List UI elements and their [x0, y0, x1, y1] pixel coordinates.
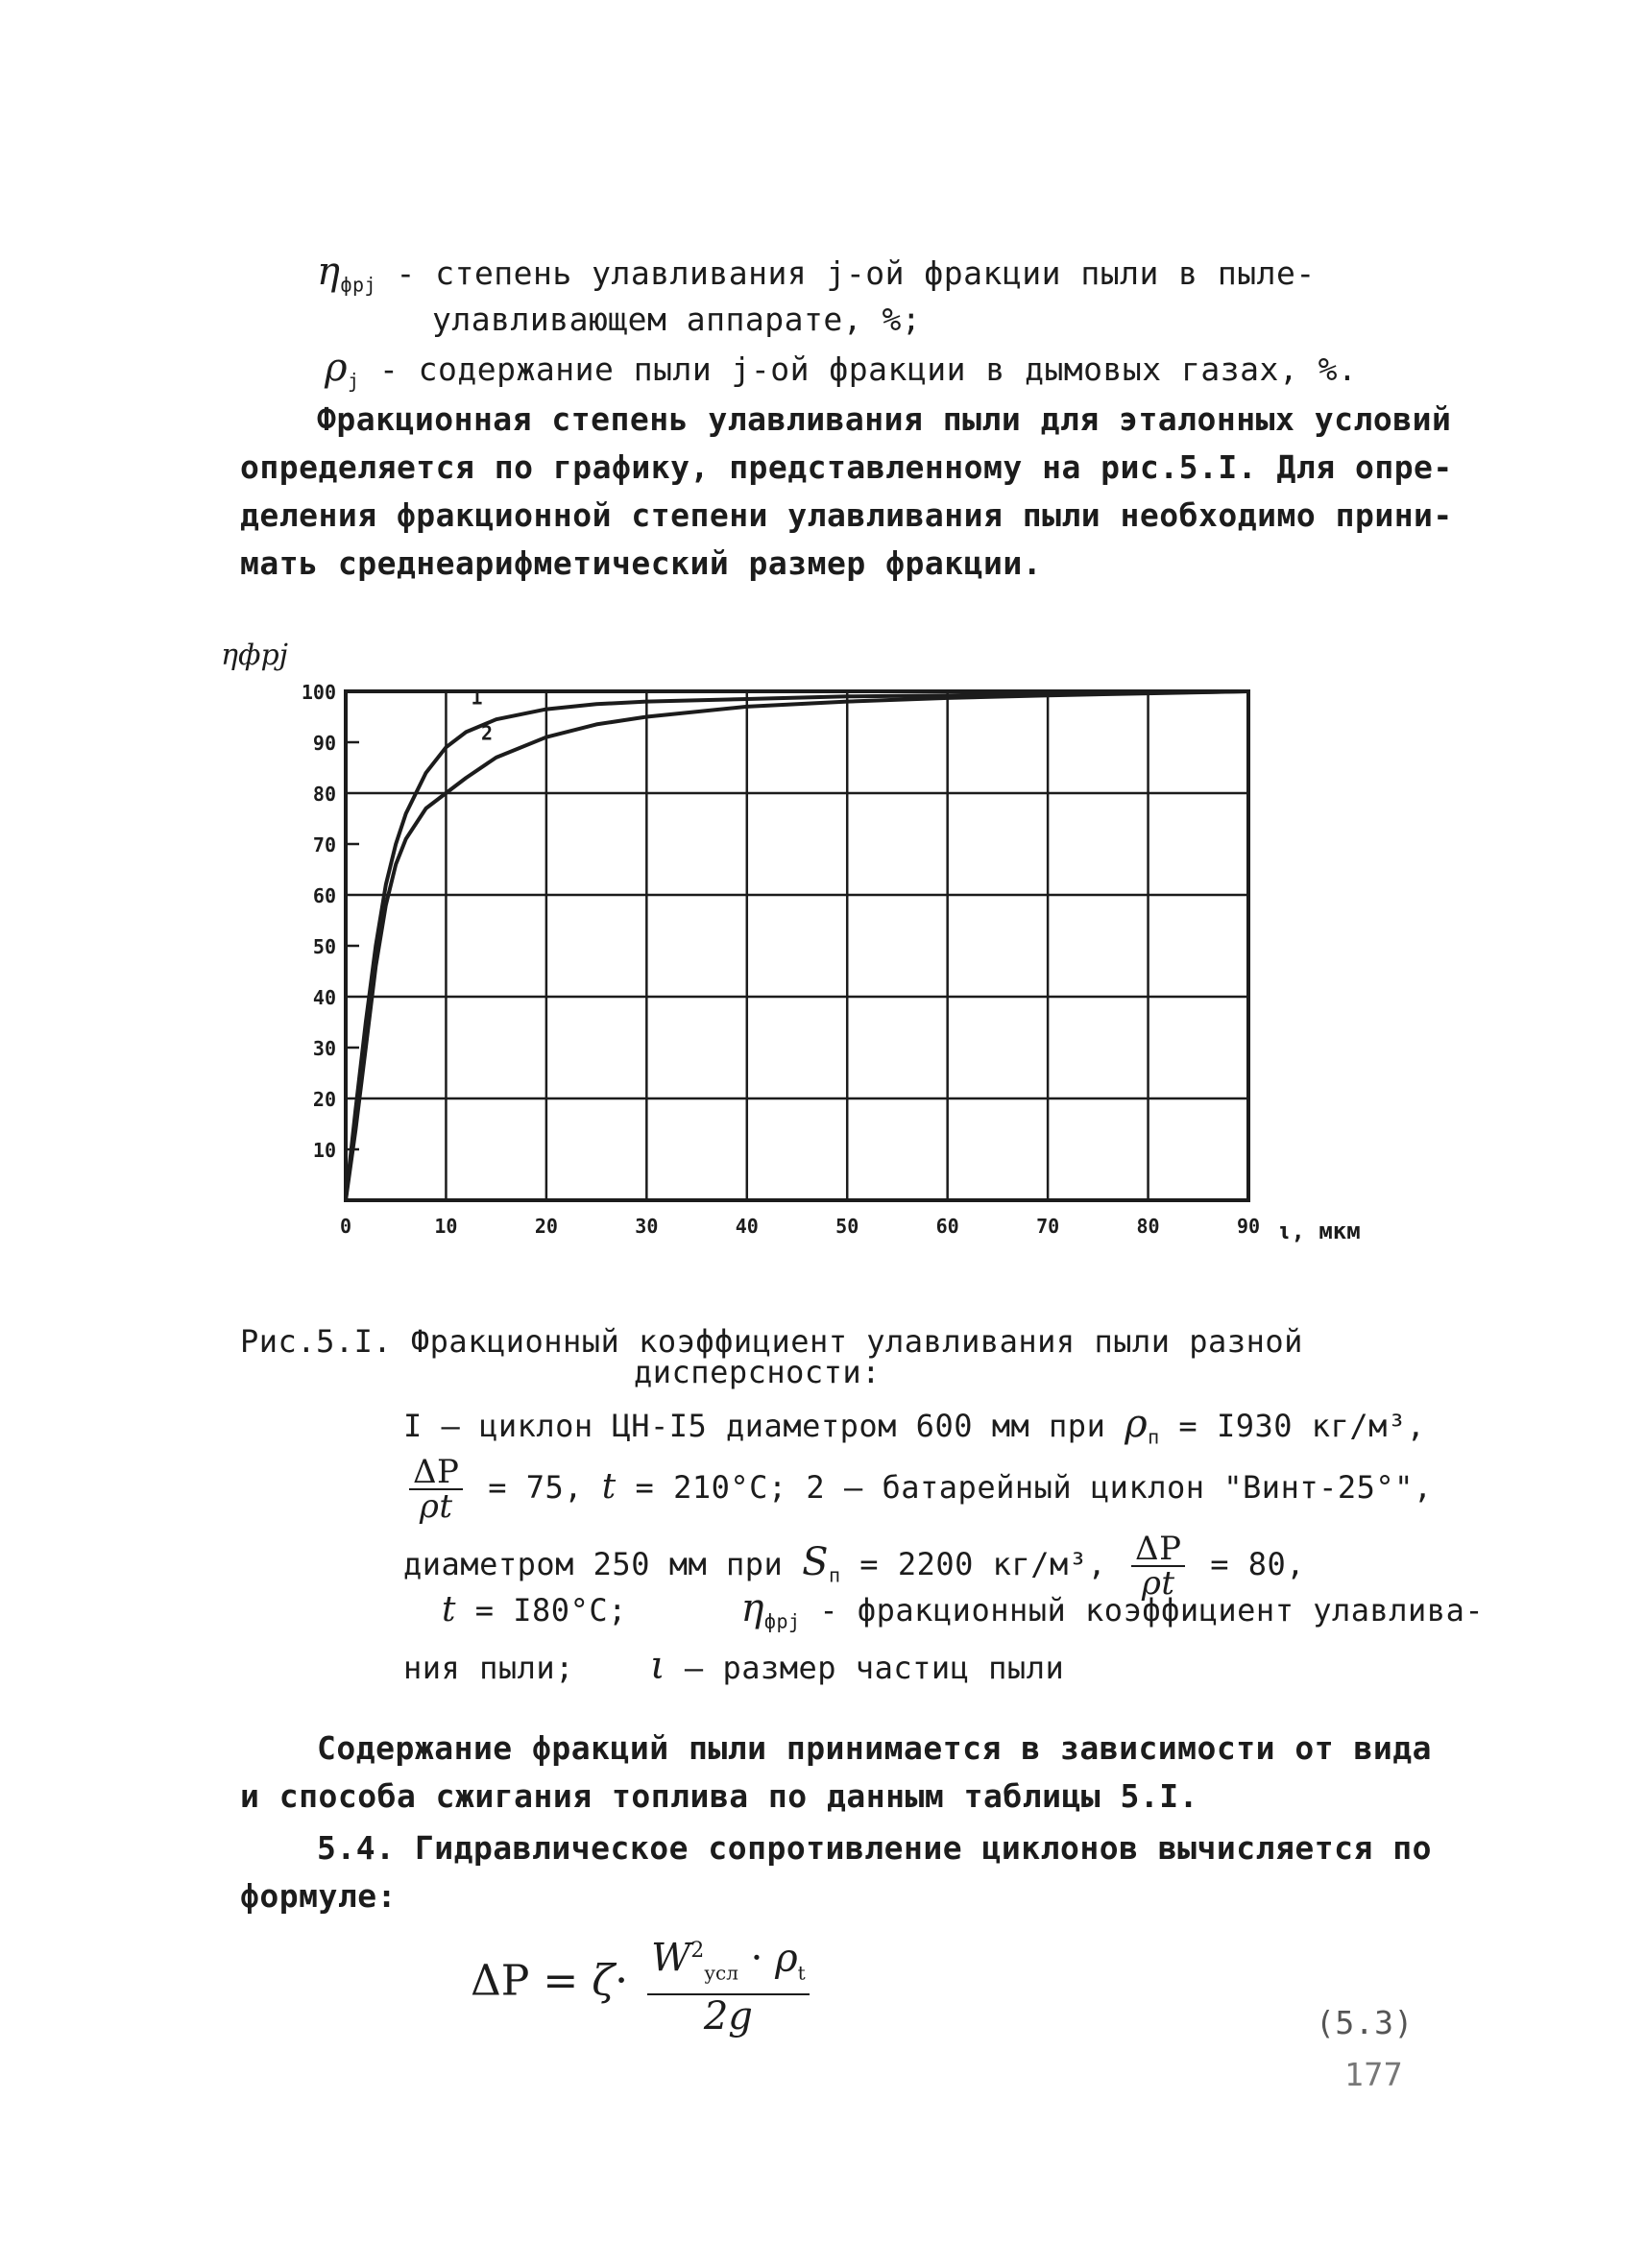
- para1-line-2: определяется по графику, представленному на рис.5.I. Для опре-: [240, 448, 1453, 486]
- formula-equals: =: [543, 1956, 579, 2006]
- hydraulic-resistance-formula: [471, 1930, 815, 2038]
- para1-line-3: деления фракционной степени улавливания пыли необходимо прини-: [240, 496, 1453, 534]
- eta-subscript: фрj: [340, 273, 377, 297]
- x-tick-label: 20: [534, 1215, 558, 1238]
- x-tick-label: 30: [635, 1215, 659, 1238]
- caption-l2-value: = 75,: [488, 1469, 584, 1506]
- caption-line-5: [403, 1646, 1064, 1688]
- eta-symbol-2: η: [740, 1586, 764, 1630]
- series-line-2: [346, 691, 1248, 1200]
- eta-subscript-2: фрj: [763, 1609, 801, 1633]
- x-tick-label: 60: [935, 1215, 959, 1238]
- x-tick-label: 10: [434, 1215, 458, 1238]
- formula-fraction: [647, 1930, 810, 2038]
- formula-w-sup: 2: [690, 1939, 705, 1963]
- para2-line-2: и способа сжигания топлива по данным таблицы 5.I.: [240, 1777, 1199, 1815]
- y-tick-label: 50: [312, 935, 336, 958]
- formula-denominator: 2g: [703, 1994, 753, 2039]
- formula-lhs: ΔP: [471, 1956, 530, 2006]
- y-tick-label: 20: [312, 1088, 336, 1111]
- s-n-symbol: S: [802, 1540, 829, 1584]
- x-tick-label: 90: [1236, 1215, 1261, 1238]
- fraction-denominator: ρt: [419, 1487, 453, 1526]
- y-tick-label: 10: [312, 1139, 336, 1162]
- def-eta-line-2: улавливающем аппарате, %;: [432, 301, 922, 338]
- x-tick-label: 50: [835, 1215, 859, 1238]
- caption-title-text: Фракционный коэффициент улавливания пыли разной: [410, 1323, 1303, 1360]
- formula-numerator: [647, 1930, 810, 1995]
- x-tick-label: 70: [1036, 1215, 1060, 1238]
- formula-w-sub: усл: [704, 1961, 738, 1985]
- series-label-2: 2: [481, 721, 494, 745]
- x-tick-label: 40: [735, 1215, 759, 1238]
- t-symbol: t: [601, 1467, 617, 1507]
- page-number: 177: [1344, 2056, 1404, 2093]
- formula-rho-sub: t: [797, 1961, 806, 1985]
- para3-line-1: 5.4. Гидравлическое сопротивление циклонов вычисляется по: [317, 1829, 1432, 1867]
- fraction-numerator: ΔP: [409, 1456, 463, 1490]
- formula-number: (5.3): [1316, 2004, 1414, 2041]
- caption-l4-text: - фракционный коэффициент улавлива-: [819, 1592, 1485, 1629]
- para1-line-4: мать среднеарифметический размер фракции.: [240, 544, 1043, 582]
- caption-title-line-2: дисперсности:: [634, 1354, 881, 1390]
- para3-line-2: формуле:: [240, 1877, 397, 1915]
- formula-w: W: [651, 1936, 691, 1981]
- dust-collection-chart: [192, 624, 1402, 1258]
- rho-symbol: ρ: [325, 346, 349, 390]
- rho-subscript: j: [348, 369, 360, 393]
- def-rho-text: - содержание пыли j-ой фракции в дымовых газах, %.: [378, 350, 1358, 388]
- caption-l3-text: диаметром 250 мм при: [403, 1546, 784, 1582]
- caption-l5-text-2: – размер частиц пыли: [684, 1650, 1065, 1686]
- formula-rho: ρ: [775, 1936, 798, 1981]
- t-symbol-2: t: [442, 1590, 456, 1629]
- x-tick-label: 0: [339, 1215, 352, 1238]
- chart-series: [346, 686, 1248, 1200]
- rho-n-symbol: ρ: [1125, 1402, 1149, 1446]
- formula-zeta: ζ: [592, 1956, 616, 2006]
- caption-line-4: [442, 1588, 1484, 1641]
- y-tick-label: 90: [312, 732, 336, 755]
- s-n-subscript: п: [828, 1563, 841, 1587]
- caption-l2-text: = 210°C; 2 – батарейный циклон "Винт-25°",: [635, 1469, 1433, 1506]
- def-eta-line: [317, 252, 1316, 305]
- para2-line-1: Содержание фракций пыли принимается в зависимости от вида: [317, 1729, 1432, 1767]
- y-tick-label: 70: [312, 833, 336, 857]
- def-rho-line: [325, 348, 1357, 401]
- rho-n-subscript: п: [1148, 1425, 1160, 1449]
- def-eta-text: - степень улавливания j-ой фракции пыли в пыле-: [396, 254, 1316, 292]
- para1-line-1: Фракционная степень улавливания пыли для эталонных условий: [317, 400, 1452, 438]
- dp-rho-fraction: [409, 1453, 463, 1526]
- y-tick-label: 80: [312, 783, 336, 806]
- iota-symbol: ι: [649, 1644, 666, 1688]
- formula-dot-2: ·: [750, 1936, 763, 1981]
- y-tick-label: 40: [312, 986, 336, 1009]
- series-label-1: 1: [471, 686, 483, 710]
- caption-l5-text: ния пыли;: [403, 1650, 574, 1686]
- eta-symbol: η: [317, 250, 341, 294]
- formula-dot: ·: [615, 1956, 629, 2006]
- fraction-numerator-2: ΔP: [1131, 1532, 1185, 1567]
- caption-l3-value-2: = 80,: [1210, 1546, 1306, 1582]
- x-axis-label: ι, мкм: [1277, 1218, 1361, 1244]
- y-tick-labels: [302, 681, 336, 1162]
- fraction-denominator-2: ρt: [1141, 1564, 1175, 1603]
- x-tick-label: 80: [1136, 1215, 1160, 1238]
- caption-l4-value: = I80°C;: [474, 1592, 627, 1629]
- caption-l1-text: I – циклон ЦН-I5 диаметром 600 мм при: [403, 1408, 1106, 1444]
- caption-line-2: [403, 1453, 1433, 1526]
- y-tick-label: 60: [312, 884, 336, 907]
- caption-label: Рис.5.I.: [240, 1323, 393, 1360]
- caption-l1-value: = I930 кг/м³,: [1178, 1408, 1426, 1444]
- caption-line-1: [403, 1404, 1425, 1457]
- caption-l3-value: = 2200 кг/м³,: [859, 1546, 1107, 1582]
- y-axis-label: ηфрj: [221, 639, 288, 672]
- y-tick-label: 100: [301, 681, 336, 704]
- y-tick-label: 30: [312, 1037, 336, 1060]
- x-tick-labels: [340, 1215, 1260, 1238]
